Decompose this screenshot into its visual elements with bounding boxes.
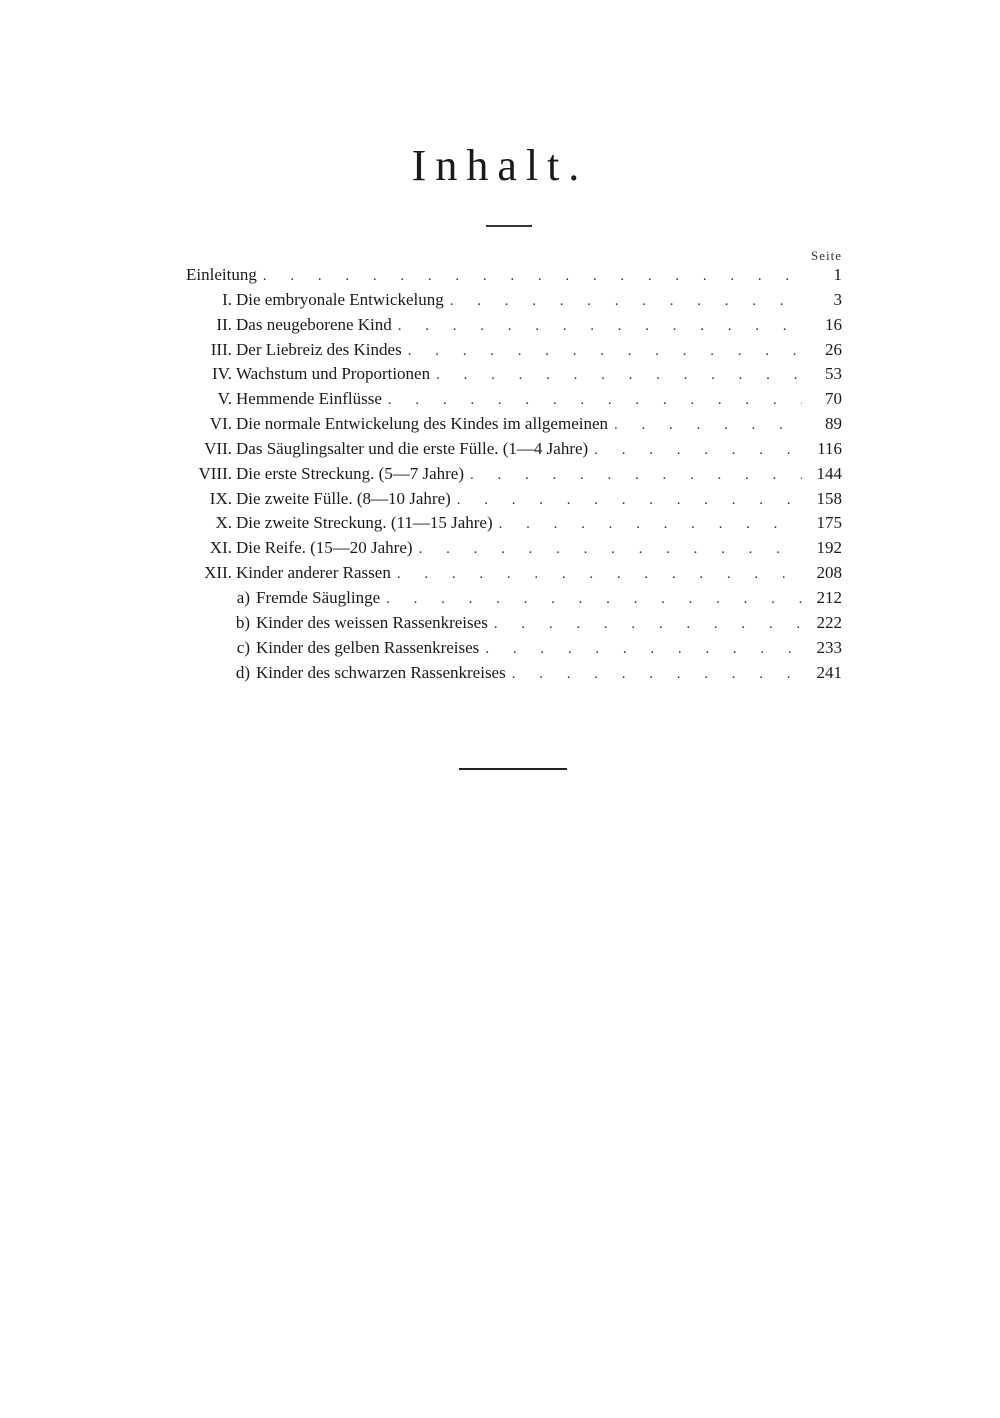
toc-leader-dots — [499, 516, 802, 533]
toc-entry-title: Die normale Entwickelung des Kindes im allgemeinen — [236, 414, 609, 434]
toc-leader-dots — [512, 666, 802, 683]
toc-entry-page: 241 — [816, 662, 842, 682]
toc-subentry-a[interactable] — [186, 588, 842, 613]
toc-entry-number: V. — [217, 389, 232, 409]
toc-entry-ix[interactable] — [186, 489, 842, 514]
toc-entry-page: 16 — [825, 314, 842, 334]
toc-entry-title: Die zweite Fülle. (8—10 Jahre) — [236, 488, 451, 508]
toc-entry-title: Das neugeborene Kind — [236, 314, 392, 334]
toc-entry-page: 175 — [816, 513, 842, 533]
toc-entry-xi[interactable] — [186, 538, 842, 563]
closing-rule — [459, 768, 567, 770]
toc-entry-page: 158 — [816, 488, 842, 508]
toc-leader-dots — [470, 467, 802, 484]
toc-subentry-c[interactable] — [186, 638, 842, 663]
table-of-contents — [186, 265, 842, 687]
toc-entry-title: Wachstum und Proportionen — [236, 364, 431, 384]
toc-entry-title: Einleitung — [186, 265, 257, 284]
toc-subentry-d[interactable] — [186, 663, 842, 688]
toc-subentry-b[interactable] — [186, 613, 842, 638]
toc-entry-number: X. — [215, 513, 232, 533]
toc-leader-dots — [614, 417, 802, 434]
toc-leader-dots — [388, 392, 802, 409]
toc-leader-dots — [386, 591, 802, 608]
toc-entry-title: Die zweite Streckung. (11—15 Jahre) — [236, 513, 493, 533]
toc-entry-vi[interactable] — [186, 414, 842, 439]
toc-entry-page: 70 — [825, 389, 842, 409]
toc-entry-page: 89 — [825, 414, 842, 434]
toc-leader-dots — [419, 541, 802, 558]
toc-entry-page: 233 — [816, 637, 842, 657]
toc-entry-v[interactable] — [186, 389, 842, 414]
toc-entry-page: 26 — [825, 339, 842, 359]
toc-entry-number: XII. — [204, 563, 232, 583]
toc-entry-xii[interactable] — [186, 563, 842, 588]
toc-entry-page: 192 — [816, 538, 842, 558]
toc-entry-page: 3 — [833, 289, 842, 309]
toc-entry-page: 212 — [816, 587, 842, 607]
toc-entry-title: Kinder des gelben Rassenkreises — [256, 637, 480, 657]
toc-entry-title: Die embryonale Entwickelung — [236, 289, 444, 309]
toc-entry-page: 144 — [816, 463, 842, 483]
toc-leader-dots — [450, 293, 802, 310]
toc-entry-title: Hemmende Einflüsse — [236, 389, 382, 409]
toc-entry-title: Das Säuglingsalter und die erste Fülle. (1—4 Jahre) — [236, 438, 589, 458]
toc-entry-number: IX. — [209, 488, 232, 508]
toc-entry-title: Die erste Streckung. (5—7 Jahre) — [236, 463, 465, 483]
toc-entry-number: I. — [222, 289, 232, 309]
toc-leader-dots — [436, 367, 802, 384]
toc-entry-title: Kinder des schwarzen Rassenkreises — [256, 662, 506, 682]
toc-entry-title: Der Liebreiz des Kindes — [236, 339, 402, 359]
toc-entry-page: 53 — [825, 364, 842, 384]
toc-entry-title: Kinder des weissen Rassenkreises — [256, 612, 488, 632]
toc-leader-dots — [594, 442, 802, 459]
title-rule — [486, 225, 532, 227]
toc-entry-iv[interactable] — [186, 364, 842, 389]
toc-entry-page: 1 — [833, 265, 842, 284]
toc-entry-einleitung[interactable] — [186, 265, 842, 290]
toc-entry-number: a) — [236, 587, 250, 607]
page-column-label: Seite — [811, 248, 842, 263]
toc-entry-number: c) — [236, 637, 250, 657]
toc-entry-number: IV. — [212, 364, 232, 384]
toc-entry-page: 222 — [816, 612, 842, 632]
toc-entry-iii[interactable] — [186, 340, 842, 365]
toc-entry-number: XI. — [209, 538, 232, 558]
toc-entry-number: III. — [210, 339, 232, 359]
toc-entry-number: d) — [235, 662, 250, 682]
toc-entry-number: VI. — [209, 414, 232, 434]
toc-leader-dots — [397, 566, 802, 583]
toc-entry-viii[interactable] — [186, 464, 842, 489]
toc-leader-dots — [494, 616, 802, 633]
toc-entry-ii[interactable] — [186, 315, 842, 340]
toc-entry-number: VIII. — [198, 463, 232, 483]
toc-entry-number: b) — [235, 612, 250, 632]
toc-entry-vii[interactable] — [186, 439, 842, 464]
toc-leader-dots — [263, 268, 802, 285]
toc-entry-number: VII. — [204, 438, 232, 458]
toc-leader-dots — [457, 492, 802, 509]
toc-leader-dots — [408, 343, 802, 360]
toc-leader-dots — [398, 318, 802, 335]
toc-entry-i[interactable] — [186, 290, 842, 315]
toc-entry-number: II. — [216, 314, 232, 334]
toc-entry-page: 208 — [816, 563, 842, 583]
toc-entry-title: Fremde Säuglinge — [256, 587, 381, 607]
toc-entry-title: Kinder anderer Rassen — [236, 563, 391, 583]
page-title: Inhalt. — [411, 141, 589, 190]
toc-entry-x[interactable] — [186, 513, 842, 538]
toc-leader-dots — [485, 641, 802, 658]
toc-entry-page: 116 — [817, 438, 842, 458]
toc-entry-title: Die Reife. (15—20 Jahre) — [236, 538, 413, 558]
